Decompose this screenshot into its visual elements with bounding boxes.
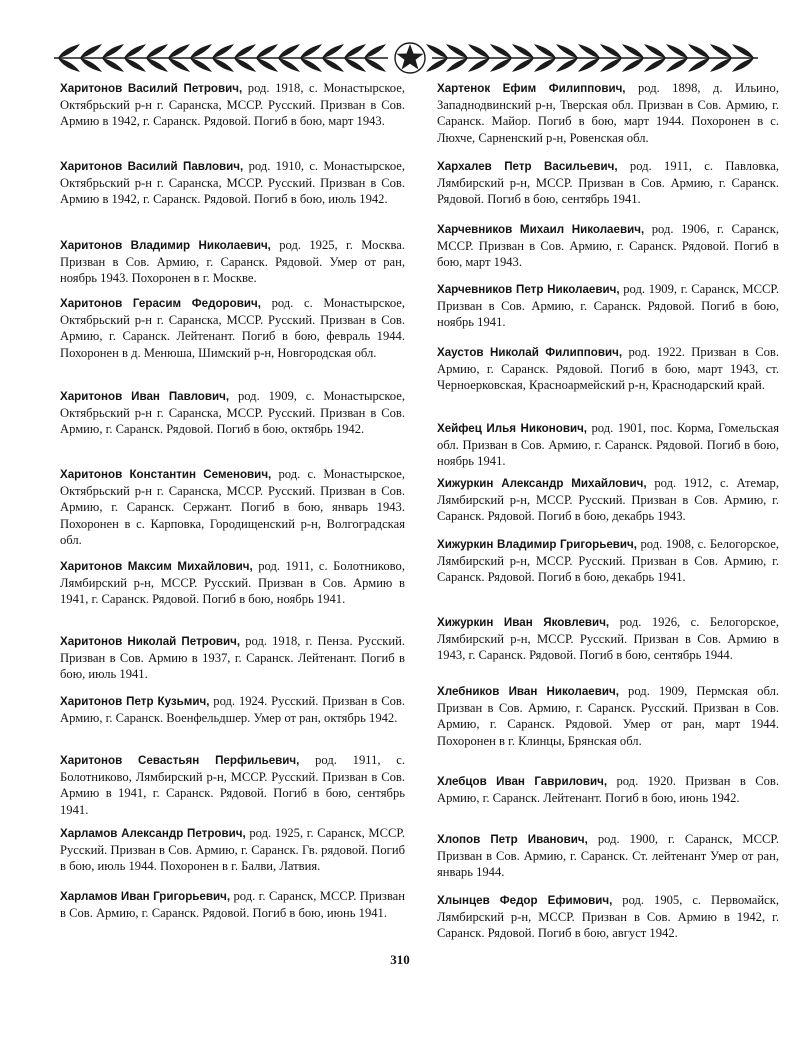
entry-name: Хархалев Петр Васильевич, [437,160,618,173]
entry-name: Хейфец Илья Никонович, [437,422,588,435]
entry-name: Харитонов Константин Семенович, [60,468,272,481]
entry-name: Харитонов Василий Павлович, [60,160,244,173]
entry [437,831,779,881]
entry-text: род. 1909, Пермская обл. Призван в Сов. Армию, г. Саранск. Русский. Призван в Сов. Армию, г. Саранск. Рядовой. Умер от ран, март 1944. Похоронен в г. Клинцы, Брянская обл. [437,684,780,748]
entry [437,221,779,271]
entry-text: род. 1905, с. Первомайск, Лямбирский р-н, МССР. Призван в Сов. Армию в 1942, г. Саранск. Рядовой. Погиб в бою, август 1942. [437,893,779,941]
entry-text: род. 1901, пос. Корма, Гомельская обл. Призван в Сов. Армию, г. Саранск. Рядовой. Погиб в бою, ноябрь 1941. [437,421,779,469]
entry [437,475,779,525]
entry [437,614,779,664]
entry [437,420,779,470]
entry-text: род. 1898, д. Ильино, Западнодвинский р-н, Тверская обл. Призван в Сов. Армию, г. Саранск. Майор. Погиб в бою, март 1944. Похоронен в с. Люхче, Сарненский р-н, Ровенская обл. [437,81,779,145]
entry-text: род. с. Монастырское, Октябрьский р-н г. Саранска, МССР. Русский. Призван в Сов. Армию, г. Саранск. Лейтенант. Погиб в бою, февраль 1944. Похоронен в д. Менюша, Шимский р-н, Новгородская обл. [60,296,406,360]
entry [60,633,405,683]
entry-name: Харламов Александр Петрович, [60,827,246,840]
page-number: 310 [390,952,410,967]
entry-text: род. 1926, с. Белогорское, Лямбирский р-н, МССР. Русский. Призван в Сов. Армию в 1943, г. Саранск. Рядовой. Погиб в бою, сентябрь 1944. [437,615,779,663]
entry-name: Харитонов Севастьян Перфильевич, [60,754,300,767]
entry-text: род. 1918, с. Монастырское, Октябрьский р-н г. Саранска, МССР. Русский. Призван в Сов. Армию в 1942, г. Саранск. Рядовой. Погиб в бою, март 1943. [60,81,405,129]
entry [437,773,779,806]
entry [437,536,779,586]
entry-text: род. 1911, с. Павловка, Лямбирский р-н, МССР. Призван в Сов. Армию, г. Саранск. Рядовой. Погиб в бою, сентябрь 1941. [437,159,779,207]
entry [437,80,779,146]
entry [60,237,405,287]
entry [60,158,405,208]
entry-text: род. 1925, г. Москва. Призван в Сов. Армию, г. Саранск. Рядовой. Умер от ран, ноябрь 1943. Похоронен в г. Москве. [60,238,405,286]
entry-name: Хлебцов Иван Гаврилович, [437,775,608,788]
laurel-star-ornament [50,38,762,78]
entry-text: род. 1911, с. Болотниково, Лямбирский р-н, МССР. Русский. Призван в Сов. Армию в 1941, г. Саранск. Рядовой. Погиб в бою, сентябрь 1941. [60,753,406,817]
entry-text: род. 1909, г. Саранск, МССР. Призван в Сов. Армию, г. Саранск. Рядовой. Погиб в бою, ноябрь 1941. [437,282,779,330]
entry [60,825,405,875]
entry-text: род. 1911, с. Болотниково, Лямбирский р-н, МССР. Русский. Призван в Сов. Армию в 1941, г. Саранск. Рядовой. Погиб в бою, ноябрь 1941. [60,559,405,607]
entry-name: Харитонов Василий Петрович, [60,82,243,95]
entry-text: род. 1922. Призван в Сов. Армию, г. Саранск. Рядовой. Погиб в бою, март 1943, ст. Черноерковская, Красноармейский р-н, Краснодарский край. [437,345,779,393]
entry-text: род. 1908, с. Белогорское, Лямбирский р-н, МССР. Русский. Призван в Сов. Армию, г. Саранск. Рядовой. Погиб в бою, декабрь 1941. [437,537,779,585]
entry-text: род. г. Саранск, МССР. Призван в Сов. Армию, г. Саранск. Рядовой. Погиб в бою, июнь 1941. [60,889,405,921]
entry-name: Харчевников Михаил Николаевич, [437,223,645,236]
entry [437,892,779,942]
entry-text: род. 1924. Русский. Призван в Сов. Армию, г. Саранск. Военфельдшер. Умер от ран, октябрь 1942. [60,694,405,726]
entry [60,80,405,130]
entry [60,888,405,921]
entry-text: род. 1906, г. Саранск, МССР. Призван в Сов. Армию, г. Саранск. Рядовой. Погиб в бою, март 1943. [437,222,779,270]
entry-text: род. 1910, с. Монастырское, Октябрьский р-н г. Саранска, МССР. Русский. Призван в Сов. Армию в 1942, г. Саранск. Рядовой. Погиб в бою, июль 1942. [60,159,406,207]
entry-text: род. 1920. Призван в Сов. Армию, г. Саранск. Лейтенант. Погиб в бою, июнь 1942. [437,774,779,806]
entry-text: род. 1909, с. Монастырское, Октябрьский р-н г. Саранска, МССР. Русский. Призван в Сов. Армию, г. Саранск. Рядовой. Погиб в бою, октябрь 1942. [60,389,406,437]
entry-name: Харитонов Максим Михайлович, [60,560,253,573]
entry-text: род. 1918, г. Пенза. Русский. Призван в Сов. Армию в 1937, г. Саранск. Лейтенант. Погиб в бою, июль 1941. [60,634,406,682]
entry [60,388,405,438]
entry-name: Хлопов Петр Иванович, [437,833,588,846]
entry-name: Хижуркин Александр Михайлович, [437,477,647,490]
entry-name: Хлебников Иван Николаевич, [437,685,619,698]
entry-text: род. 1900, г. Саранск, МССР. Призван в Сов. Армию, г. Саранск. Ст. лейтенант Умер от ран, январь 1944. [437,832,779,880]
entry-name: Харчевников Петр Николаевич, [437,283,620,296]
entry [60,558,405,608]
entry [60,752,405,818]
entry [60,295,405,361]
entry-name: Хлынцев Федор Ефимович, [437,894,613,907]
entry-name: Харитонов Владимир Николаевич, [60,239,271,252]
entry [437,344,779,394]
entry [437,281,779,331]
entry-name: Харламов Иван Григорьевич, [60,890,231,903]
entry-name: Хижуркин Владимир Григорьевич, [437,538,637,551]
star-icon [395,43,425,73]
entry-name: Харитонов Петр Кузьмич, [60,695,210,708]
entry-name: Харитонов Николай Петрович, [60,635,241,648]
entry-name: Харитонов Герасим Федорович, [60,297,261,310]
entry-name: Хартенок Ефим Филиппович, [437,82,626,95]
entry-name: Хижуркин Иван Яковлевич, [437,616,610,629]
entry [60,466,405,548]
entry-text: род. 1925, г. Саранск, МССР. Русский. Призван в Сов. Армию, г. Саранск. Гв. рядовой. Погиб в бою, июль 1944. Похоронен в г. Балви, Латвия. [60,826,405,874]
entry-text: род. с. Монастырское, Октябрьский р-н г. Саранска, МССР. Русский. Призван в Сов. Армию, г. Саранск. Сержант. Погиб в бою, январь 1943. Похоронен в с. Карповка, Городищенский р-н, Волгоградская обл. [60,467,406,547]
entry-text: род. 1912, с. Атемар, Лямбирский р-н, МССР. Русский. Призван в Сов. Армию, г. Саранск. Рядовой. Погиб в бою, декабрь 1943. [437,476,779,524]
entry [60,693,405,726]
entry [437,683,779,749]
entry-name: Хаустов Николай Филиппович, [437,346,623,359]
entry [437,158,779,208]
entry-name: Харитонов Иван Павлович, [60,390,230,403]
